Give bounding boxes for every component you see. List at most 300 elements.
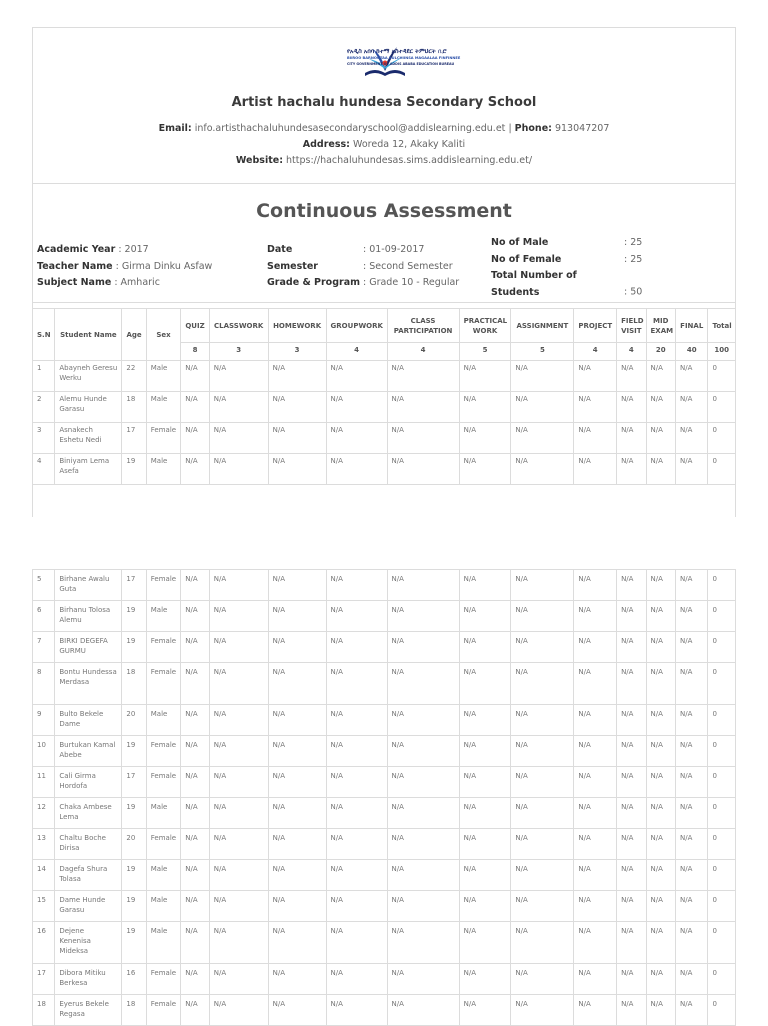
- school-name: Artist hachalu hundesa Secondary School: [231, 95, 537, 110]
- table-cell: Female: [146, 736, 181, 767]
- table-cell: N/A: [181, 829, 209, 860]
- column-header: FINAL: [675, 309, 708, 343]
- phone-label: Phone:: [514, 123, 552, 134]
- meta-column-3: [491, 237, 643, 301]
- table-cell: N/A: [646, 922, 675, 964]
- column-header: Total: [708, 309, 736, 343]
- table-row: [33, 570, 736, 601]
- grade-label: Grade & Program: [267, 277, 361, 288]
- table-cell: N/A: [574, 632, 617, 663]
- male-count-label: No of Male: [491, 237, 549, 248]
- table-cell: Female: [146, 829, 181, 860]
- table-cell: N/A: [268, 361, 326, 392]
- table-cell: 0: [708, 705, 736, 736]
- table-cell: N/A: [646, 829, 675, 860]
- table-cell: 0: [708, 995, 736, 1026]
- table-cell: N/A: [459, 705, 511, 736]
- column-header: CLASS PARTICIPATION: [387, 309, 459, 343]
- table-cell: N/A: [326, 767, 387, 798]
- student-name-cell: Chaka Ambese Lema: [55, 798, 122, 829]
- table-cell: N/A: [511, 798, 574, 829]
- column-header: MID EXAM: [646, 309, 675, 343]
- table-row: [33, 922, 736, 964]
- student-name-cell: Burtukan Kamal Abebe: [55, 736, 122, 767]
- table-cell: N/A: [574, 964, 617, 995]
- table-cell: N/A: [574, 860, 617, 891]
- table-row: [33, 767, 736, 798]
- column-header: PRACTICAL WORK: [459, 309, 511, 343]
- table-cell: N/A: [209, 798, 268, 829]
- table-cell: N/A: [511, 964, 574, 995]
- table-cell: N/A: [617, 570, 646, 601]
- table-cell: N/A: [268, 663, 326, 705]
- semester-label: Semester: [267, 260, 318, 272]
- female-count-label: No of Female: [491, 253, 562, 265]
- table-cell: N/A: [268, 922, 326, 964]
- table-cell: 20: [122, 829, 146, 860]
- table-cell: 3: [33, 423, 55, 454]
- table-cell: 17: [33, 964, 55, 995]
- table-row: [33, 601, 736, 632]
- table-cell: N/A: [387, 964, 459, 995]
- address-value: Woreda 12, Akaky Kaliti: [353, 139, 466, 150]
- table-cell: N/A: [511, 361, 574, 392]
- table-cell: N/A: [617, 632, 646, 663]
- table-cell: N/A: [387, 829, 459, 860]
- table-cell: 0: [708, 891, 736, 922]
- table-cell: N/A: [326, 392, 387, 423]
- table-cell: N/A: [511, 601, 574, 632]
- table-cell: N/A: [675, 392, 708, 423]
- table-cell: N/A: [617, 663, 646, 705]
- table-cell: 10: [33, 736, 55, 767]
- table-cell: 12: [33, 798, 55, 829]
- student-name-cell: Chaltu Boche Dirisa: [55, 829, 122, 860]
- table-cell: N/A: [181, 736, 209, 767]
- column-weight: 4: [574, 343, 617, 361]
- table-row: [33, 705, 736, 736]
- table-cell: N/A: [675, 361, 708, 392]
- table-cell: N/A: [181, 705, 209, 736]
- table-cell: N/A: [646, 570, 675, 601]
- column-header: Student Name: [55, 309, 122, 361]
- date-value: : 01-09-2017: [363, 244, 425, 255]
- table-cell: 4: [33, 454, 55, 485]
- column-header: Age: [122, 309, 146, 361]
- table-cell: N/A: [209, 964, 268, 995]
- column-weight: 4: [387, 343, 459, 361]
- table-cell: Male: [146, 860, 181, 891]
- column-header: ASSIGNMENT: [511, 309, 574, 343]
- column-weight: 4: [617, 343, 646, 361]
- table-cell: N/A: [209, 736, 268, 767]
- table-cell: N/A: [181, 964, 209, 995]
- student-name-cell: Biniyam Lema Asefa: [55, 454, 122, 485]
- table-cell: N/A: [574, 663, 617, 705]
- table-cell: N/A: [326, 361, 387, 392]
- table-cell: N/A: [268, 829, 326, 860]
- semester-value: : Second Semester: [363, 260, 453, 272]
- table-row: [33, 891, 736, 922]
- table-cell: N/A: [646, 798, 675, 829]
- table-cell: N/A: [209, 922, 268, 964]
- teacher-label: Teacher Name: [37, 260, 113, 272]
- table-cell: N/A: [459, 860, 511, 891]
- table-cell: 19: [122, 454, 146, 485]
- table-cell: N/A: [646, 423, 675, 454]
- logo-line-2: BIIROO BARNOOTAA BULCHIINSA MAGAALAA FINFINNEE: [347, 56, 461, 60]
- table-row: [33, 860, 736, 891]
- table-cell: N/A: [511, 663, 574, 705]
- table-cell: N/A: [181, 361, 209, 392]
- table-cell: N/A: [459, 392, 511, 423]
- table-cell: 17: [122, 570, 146, 601]
- table-cell: N/A: [459, 995, 511, 1026]
- table-cell: 0: [708, 423, 736, 454]
- table-cell: Female: [146, 423, 181, 454]
- table-cell: N/A: [209, 601, 268, 632]
- table-cell: N/A: [646, 663, 675, 705]
- table-cell: N/A: [617, 922, 646, 964]
- student-name-cell: Bulto Bekele Dame: [55, 705, 122, 736]
- table-cell: N/A: [326, 705, 387, 736]
- table-cell: N/A: [268, 705, 326, 736]
- male-count-value: : 25: [624, 237, 643, 248]
- table-cell: N/A: [511, 995, 574, 1026]
- column-header: QUIZ: [181, 309, 209, 343]
- table-cell: N/A: [181, 798, 209, 829]
- table-cell: N/A: [326, 570, 387, 601]
- table-row: [33, 632, 736, 663]
- table-cell: N/A: [326, 891, 387, 922]
- table-cell: N/A: [617, 860, 646, 891]
- column-weight: 5: [459, 343, 511, 361]
- table-cell: N/A: [574, 705, 617, 736]
- table-row: [33, 392, 736, 423]
- address-line: [33, 139, 735, 150]
- table-cell: N/A: [387, 632, 459, 663]
- table-row: [33, 454, 736, 485]
- table-cell: 9: [33, 705, 55, 736]
- table-cell: N/A: [209, 392, 268, 423]
- contact-separator: |: [508, 123, 512, 134]
- website-label: Website:: [235, 155, 283, 166]
- table-cell: N/A: [326, 601, 387, 632]
- column-weight: 3: [209, 343, 268, 361]
- table-cell: N/A: [209, 663, 268, 705]
- table-cell: N/A: [617, 361, 646, 392]
- table-cell: 0: [708, 922, 736, 964]
- page-title: Continuous Assessment: [256, 200, 512, 222]
- table-cell: 2: [33, 392, 55, 423]
- contact-line: [33, 123, 735, 134]
- column-weight: 8: [181, 343, 209, 361]
- column-weight: 5: [511, 343, 574, 361]
- table-row: [33, 736, 736, 767]
- column-weight: 3: [268, 343, 326, 361]
- date-label: Date: [267, 244, 293, 255]
- table-cell: N/A: [646, 454, 675, 485]
- column-header: S.N: [33, 309, 55, 361]
- table-cell: N/A: [675, 860, 708, 891]
- table-cell: N/A: [646, 995, 675, 1026]
- table-cell: Female: [146, 570, 181, 601]
- website-line: [33, 155, 735, 166]
- table-cell: Female: [146, 632, 181, 663]
- table-cell: N/A: [459, 767, 511, 798]
- table-cell: N/A: [459, 798, 511, 829]
- table-cell: 18: [122, 392, 146, 423]
- table-cell: N/A: [574, 454, 617, 485]
- teacher-value: : Girma Dinku Asfaw: [115, 260, 213, 272]
- column-header: FIELD VISIT: [617, 309, 646, 343]
- student-name-cell: BIRKI DEGEFA GURMU: [55, 632, 122, 663]
- table-cell: Male: [146, 891, 181, 922]
- school-logo: [295, 43, 475, 81]
- table-cell: N/A: [268, 995, 326, 1026]
- table-cell: N/A: [617, 767, 646, 798]
- table-cell: 19: [122, 891, 146, 922]
- table-cell: N/A: [574, 829, 617, 860]
- table-cell: N/A: [387, 423, 459, 454]
- table-cell: N/A: [387, 995, 459, 1026]
- table-cell: N/A: [209, 361, 268, 392]
- table-cell: N/A: [387, 922, 459, 964]
- table-cell: N/A: [675, 601, 708, 632]
- table-cell: N/A: [326, 736, 387, 767]
- email-value[interactable]: info.artisthachaluhundesasecondaryschool@addislearning.edu.et: [194, 123, 506, 134]
- subject-label: Subject Name: [37, 277, 112, 288]
- phone-value: 913047207: [554, 123, 610, 134]
- table-cell: N/A: [675, 736, 708, 767]
- table-cell: N/A: [181, 922, 209, 964]
- table-cell: N/A: [459, 454, 511, 485]
- table-cell: N/A: [646, 891, 675, 922]
- total-count-value: : 50: [624, 286, 643, 298]
- table-cell: 0: [708, 632, 736, 663]
- table-cell: N/A: [459, 922, 511, 964]
- table-cell: N/A: [675, 570, 708, 601]
- table-cell: Male: [146, 361, 181, 392]
- table-cell: N/A: [675, 891, 708, 922]
- table-cell: 18: [122, 995, 146, 1026]
- table-cell: 19: [122, 922, 146, 964]
- assessment-table-continued: [32, 569, 736, 1026]
- address-label: Address:: [302, 139, 350, 150]
- table-cell: N/A: [511, 829, 574, 860]
- table-cell: N/A: [326, 829, 387, 860]
- table-cell: 15: [33, 891, 55, 922]
- table-cell: N/A: [617, 601, 646, 632]
- table-cell: N/A: [209, 454, 268, 485]
- table-cell: N/A: [326, 964, 387, 995]
- table-cell: N/A: [511, 736, 574, 767]
- table-cell: 16: [33, 922, 55, 964]
- table-cell: Female: [146, 767, 181, 798]
- table-cell: N/A: [675, 705, 708, 736]
- table-cell: N/A: [326, 454, 387, 485]
- table-cell: N/A: [459, 361, 511, 392]
- table-cell: 19: [122, 860, 146, 891]
- table-cell: 17: [122, 423, 146, 454]
- table-cell: N/A: [181, 423, 209, 454]
- table-cell: N/A: [268, 860, 326, 891]
- table-cell: N/A: [387, 601, 459, 632]
- table-cell: 13: [33, 829, 55, 860]
- assessment-table: [32, 308, 736, 485]
- table-cell: Male: [146, 798, 181, 829]
- table-cell: 18: [122, 663, 146, 705]
- table-cell: N/A: [181, 570, 209, 601]
- table-cell: 0: [708, 392, 736, 423]
- table-cell: Female: [146, 995, 181, 1026]
- table-cell: N/A: [181, 767, 209, 798]
- table-cell: 14: [33, 860, 55, 891]
- table-cell: 20: [122, 705, 146, 736]
- table-cell: N/A: [511, 891, 574, 922]
- table-cell: 17: [122, 767, 146, 798]
- table-cell: N/A: [209, 570, 268, 601]
- table-cell: N/A: [646, 392, 675, 423]
- table-cell: N/A: [459, 964, 511, 995]
- grade-value: : Grade 10 - Regular: [363, 277, 460, 288]
- table-cell: N/A: [326, 922, 387, 964]
- table-cell: 0: [708, 736, 736, 767]
- table-cell: Male: [146, 601, 181, 632]
- table-cell: N/A: [387, 392, 459, 423]
- table-cell: Male: [146, 392, 181, 423]
- student-name-cell: Bontu Hundessa Merdasa: [55, 663, 122, 705]
- table-cell: N/A: [646, 632, 675, 663]
- table-cell: 0: [708, 829, 736, 860]
- table-cell: N/A: [675, 423, 708, 454]
- table-cell: N/A: [268, 423, 326, 454]
- table-cell: N/A: [646, 361, 675, 392]
- table-cell: N/A: [181, 663, 209, 705]
- student-name-cell: Cali Girma Hordofa: [55, 767, 122, 798]
- table-cell: N/A: [387, 570, 459, 601]
- table-cell: 0: [708, 964, 736, 995]
- table-cell: N/A: [617, 798, 646, 829]
- table-cell: N/A: [617, 454, 646, 485]
- table-cell: N/A: [326, 860, 387, 891]
- table-cell: N/A: [675, 829, 708, 860]
- column-header: GROUPWORK: [326, 309, 387, 343]
- table-cell: 22: [122, 361, 146, 392]
- student-name-cell: Eyerus Bekele Regasa: [55, 995, 122, 1026]
- table-row: [33, 361, 736, 392]
- table-cell: N/A: [646, 601, 675, 632]
- table-cell: N/A: [209, 860, 268, 891]
- table-cell: N/A: [209, 705, 268, 736]
- column-weight: 4: [326, 343, 387, 361]
- table-cell: N/A: [459, 663, 511, 705]
- website-value[interactable]: https://hachaluhundesas.sims.addislearning.edu.et/: [286, 155, 533, 166]
- table-row: [33, 423, 736, 454]
- table-cell: N/A: [574, 736, 617, 767]
- column-weight: 40: [675, 343, 708, 361]
- table-cell: N/A: [387, 860, 459, 891]
- table-cell: 5: [33, 570, 55, 601]
- table-cell: N/A: [268, 454, 326, 485]
- table-cell: N/A: [511, 423, 574, 454]
- table-cell: 16: [122, 964, 146, 995]
- student-name-cell: Dame Hunde Garasu: [55, 891, 122, 922]
- table-cell: Male: [146, 454, 181, 485]
- table-cell: N/A: [181, 995, 209, 1026]
- table-cell: 0: [708, 767, 736, 798]
- table-cell: N/A: [268, 632, 326, 663]
- table-cell: N/A: [675, 767, 708, 798]
- table-cell: N/A: [617, 891, 646, 922]
- table-cell: N/A: [459, 736, 511, 767]
- table-cell: N/A: [574, 570, 617, 601]
- table-cell: N/A: [459, 829, 511, 860]
- table-cell: N/A: [387, 736, 459, 767]
- school-header: [33, 28, 735, 184]
- table-cell: N/A: [459, 570, 511, 601]
- table-cell: N/A: [387, 891, 459, 922]
- table-cell: N/A: [511, 454, 574, 485]
- table-cell: N/A: [268, 392, 326, 423]
- table-cell: 0: [708, 454, 736, 485]
- table-cell: N/A: [387, 454, 459, 485]
- table-cell: N/A: [617, 392, 646, 423]
- table-cell: N/A: [574, 392, 617, 423]
- table-cell: N/A: [459, 423, 511, 454]
- academic-year-label: Academic Year: [37, 244, 116, 255]
- table-cell: N/A: [574, 891, 617, 922]
- table-cell: N/A: [209, 995, 268, 1026]
- student-name-cell: Asnakech Eshetu Nedi: [55, 423, 122, 454]
- table-cell: N/A: [574, 995, 617, 1026]
- table-cell: N/A: [617, 995, 646, 1026]
- table-cell: N/A: [574, 922, 617, 964]
- table-cell: N/A: [268, 736, 326, 767]
- student-name-cell: Dibora Mitiku Berkesa: [55, 964, 122, 995]
- table-cell: N/A: [511, 705, 574, 736]
- table-row: [33, 663, 736, 705]
- table-cell: N/A: [209, 891, 268, 922]
- table-cell: 0: [708, 361, 736, 392]
- total-count-label: Total Number of Students: [491, 270, 577, 298]
- table-cell: N/A: [511, 570, 574, 601]
- table-cell: 19: [122, 632, 146, 663]
- table-cell: N/A: [617, 736, 646, 767]
- meta-column-1: [37, 242, 212, 292]
- table-cell: 11: [33, 767, 55, 798]
- table-cell: N/A: [646, 767, 675, 798]
- table-cell: 18: [33, 995, 55, 1026]
- table-cell: 0: [708, 860, 736, 891]
- table-cell: N/A: [511, 392, 574, 423]
- table-cell: N/A: [646, 705, 675, 736]
- table-cell: N/A: [181, 891, 209, 922]
- student-name-cell: Birhane Awalu Guta: [55, 570, 122, 601]
- table-cell: N/A: [181, 392, 209, 423]
- table-cell: N/A: [326, 423, 387, 454]
- table-cell: N/A: [268, 891, 326, 922]
- table-cell: N/A: [326, 995, 387, 1026]
- table-cell: N/A: [617, 705, 646, 736]
- table-cell: N/A: [387, 663, 459, 705]
- table-cell: N/A: [675, 922, 708, 964]
- table-cell: N/A: [646, 736, 675, 767]
- table-row: [33, 964, 736, 995]
- table-cell: N/A: [209, 767, 268, 798]
- table-cell: N/A: [459, 632, 511, 663]
- table-cell: N/A: [268, 601, 326, 632]
